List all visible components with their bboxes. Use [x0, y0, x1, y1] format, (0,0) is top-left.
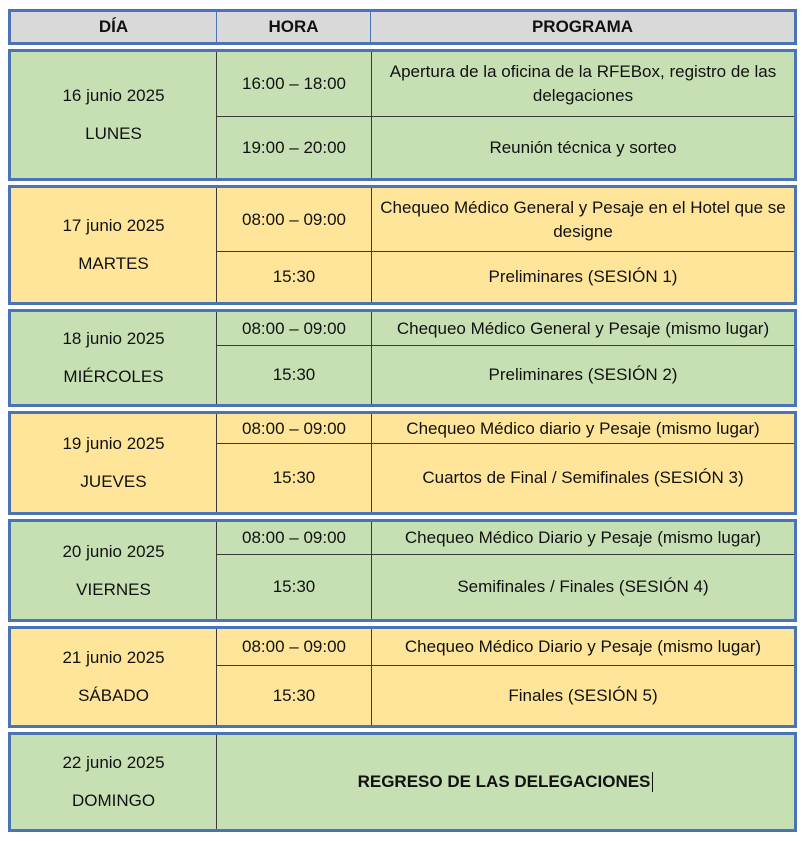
slot-hour: 08:00 – 09:00 [242, 318, 346, 338]
day-row-lunes [8, 49, 797, 181]
slot-hour: 15:30 [217, 665, 371, 725]
program-column [372, 312, 794, 404]
hours-column [217, 414, 372, 512]
slot-program: Apertura de la oficina de la RFEBox, registro de las delegaciones [389, 62, 777, 105]
slot-hour: 15:30 [217, 443, 371, 512]
day-weekday: MARTES [78, 254, 149, 273]
day-row-martes [8, 185, 797, 305]
day-row-sabado [8, 626, 797, 728]
program-column [372, 188, 794, 302]
day-cell [11, 522, 217, 619]
slot-program: Semifinales / Finales (SESIÓN 4) [372, 554, 794, 619]
day-cell [11, 312, 217, 404]
slot-hour: 08:00 – 09:00 [242, 418, 346, 438]
header-hora: HORA [217, 12, 371, 42]
day-row-miercoles [8, 309, 797, 407]
header-row [8, 9, 797, 45]
program-column [372, 414, 794, 512]
slot-hour: 15:30 [217, 345, 371, 404]
header-dia: DÍA [11, 12, 217, 42]
day-cell [11, 188, 217, 302]
slot-program: Chequeo Médico Diario y Pesaje (mismo lugar) [404, 528, 762, 547]
day-weekday: DOMINGO [71, 791, 156, 810]
day-cell [11, 414, 217, 512]
day-weekday: MIÉRCOLES [63, 367, 164, 386]
slot-program: Chequeo Médico diario y Pesaje (mismo lugar) [406, 418, 760, 438]
day-row-viernes [8, 519, 797, 622]
day-date: 17 junio 2025 [62, 216, 165, 235]
slot-program: Finales (SESIÓN 5) [372, 665, 794, 725]
schedule-table [8, 9, 797, 836]
day-date: 21 junio 2025 [62, 648, 165, 667]
day-weekday: VIERNES [76, 579, 151, 599]
slot-program: Chequeo Médico General y Pesaje (mismo lugar) [396, 318, 770, 338]
day-cell [11, 52, 217, 178]
day-date: 18 junio 2025 [62, 329, 165, 348]
header-programa: PROGRAMA [531, 17, 634, 36]
day-weekday: SÁBADO [78, 686, 149, 705]
hours-column [217, 522, 372, 619]
slot-program: Preliminares (SESIÓN 2) [372, 345, 794, 404]
day-weekday: JUEVES [80, 472, 147, 491]
slot-hour: 08:00 – 09:00 [242, 209, 346, 229]
final-program-cell [217, 735, 794, 829]
program-column [372, 522, 794, 619]
program-column [372, 629, 794, 725]
day-weekday: LUNES [85, 124, 142, 143]
slot-hour: 19:00 – 20:00 [217, 116, 371, 178]
slot-program: Reunión técnica y sorteo [372, 116, 794, 178]
slot-program: Cuartos de Final / Semifinales (SESIÓN 3) [372, 443, 794, 512]
day-date: 22 junio 2025 [62, 753, 165, 772]
slot-hour: 15:30 [217, 554, 371, 619]
text-cursor [652, 772, 653, 792]
hours-column [217, 312, 372, 404]
slot-hour: 15:30 [217, 251, 371, 302]
day-date: 20 junio 2025 [62, 541, 165, 561]
day-row-domingo [8, 732, 797, 832]
slot-program: Chequeo Médico Diario y Pesaje (mismo lugar) [404, 637, 762, 656]
day-cell [11, 735, 217, 829]
hours-column [217, 188, 372, 302]
hours-column [217, 52, 372, 178]
slot-hour: 08:00 – 09:00 [242, 528, 346, 547]
final-program-text: REGRESO DE LAS DELEGACIONES [357, 772, 651, 791]
program-column [372, 52, 794, 178]
day-cell [11, 629, 217, 725]
hours-column [217, 629, 372, 725]
slot-hour: 16:00 – 18:00 [242, 74, 346, 93]
slot-program: Chequeo Médico General y Pesaje en el Hotel que se designe [380, 197, 786, 241]
day-row-jueves [8, 411, 797, 515]
slot-hour: 08:00 – 09:00 [242, 637, 346, 656]
slot-program: Preliminares (SESIÓN 1) [372, 251, 794, 302]
day-date: 19 junio 2025 [62, 434, 165, 453]
day-date: 16 junio 2025 [62, 86, 165, 105]
